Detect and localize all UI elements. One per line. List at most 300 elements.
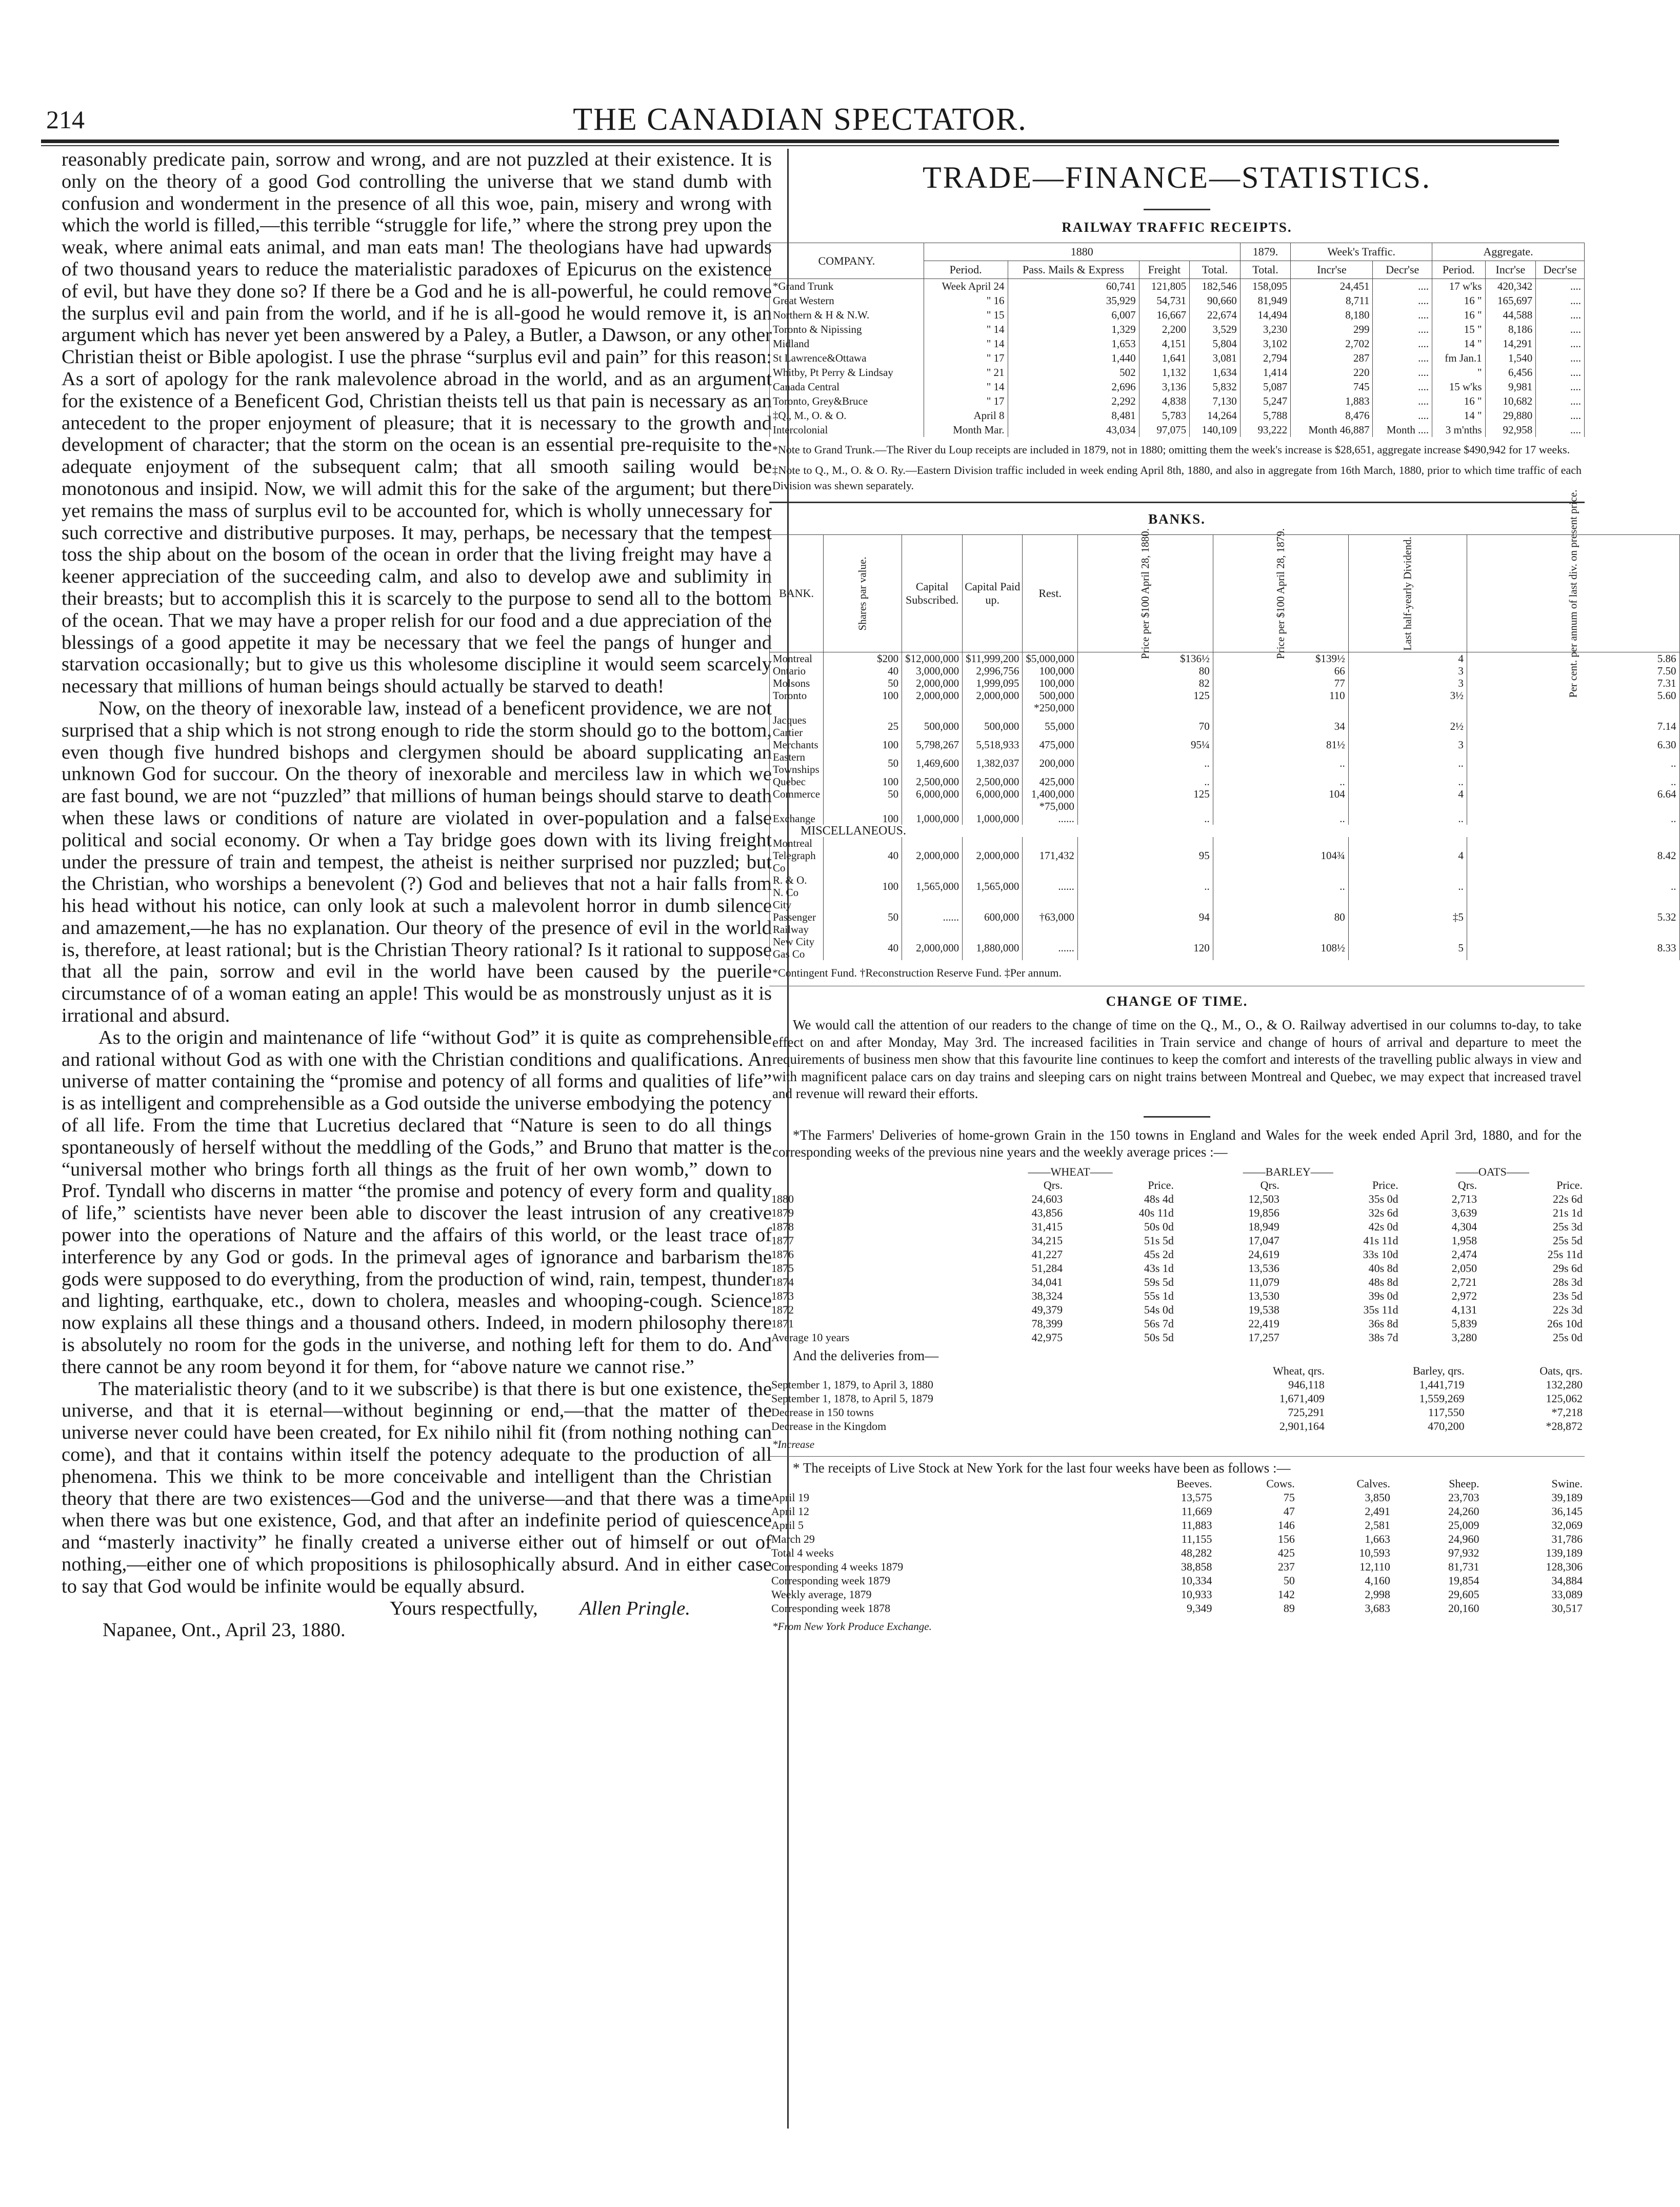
livestock-total-row-cell: Corresponding 4 weeks 1879 (771, 1560, 904, 1573)
rail-col-head: Total. (1190, 261, 1241, 279)
livestock-row-cell: 11,669 (1181, 1504, 1212, 1518)
rule (1144, 1116, 1210, 1118)
bank-row-cell: 5,518,933 (963, 739, 1023, 751)
rail-row-cell: 43,034 (1008, 423, 1139, 437)
bank-row (770, 714, 1680, 739)
grain-row-cell: 25s 5d (1552, 1234, 1583, 1247)
deliveries-row-cell: 125,062 (1546, 1392, 1583, 1405)
bank-row-cell (1467, 800, 1679, 812)
rail-row-cell: 502 (1008, 365, 1139, 380)
bank-row-cell: 100,000 (1023, 677, 1078, 689)
railway-title: RAILWAY TRAFFIC RECEIPTS. (1062, 220, 1292, 235)
rail-row-cell: .... (1536, 322, 1585, 336)
grain-average-row (769, 1330, 1585, 1344)
bank-row-cell: $12,000,000 (902, 652, 963, 665)
rail-row-cell: 5,832 (1190, 380, 1241, 394)
rail-row-cell: 5,804 (1190, 336, 1241, 351)
livestock-source: *From New York Produce Exchange. (772, 1620, 932, 1633)
misc-row-cell: 120 (1077, 936, 1213, 960)
rail-row-cell: .... (1373, 365, 1432, 380)
rail-row-cell: 15 " (1432, 322, 1486, 336)
rail-row-cell: .... (1536, 365, 1585, 380)
rail-head-company: COMPANY. (770, 243, 924, 279)
grain-row-cell: 22s 6d (1552, 1192, 1583, 1205)
change-of-time-title: CHANGE OF TIME. (1106, 993, 1248, 1009)
bank-row-cell: 100 (824, 689, 902, 702)
grain-row-cell: 2,972 (1451, 1289, 1477, 1302)
rail-col-head: Total. (1240, 261, 1291, 279)
rail-row (770, 336, 1585, 351)
bank-row-cell: 4 (1348, 652, 1467, 665)
livestock-row-cell: 156 (1277, 1532, 1295, 1545)
livestock-total-row-cell: 89 (1283, 1601, 1295, 1615)
rail-row-cell: 3,230 (1240, 322, 1291, 336)
livestock-row (769, 1532, 1585, 1546)
rail-row-cell: 16 " (1432, 293, 1486, 308)
bank-row-cell: 2,000,000 (902, 689, 963, 702)
livestock-total-row (769, 1587, 1585, 1601)
grain-row-cell: 25s 11d (1547, 1247, 1583, 1261)
rail-row-cell: 6,007 (1008, 308, 1139, 322)
bank-row-cell (902, 800, 963, 812)
rail-row-cell: 97,075 (1139, 423, 1190, 437)
rail-row-cell: .... (1373, 394, 1432, 408)
bank-row (770, 800, 1680, 812)
livestock-total-row-cell: 3,683 (1365, 1601, 1390, 1615)
bank-row-cell: 2,500,000 (963, 776, 1023, 788)
deliveries-row-cell: 1,671,409 (1279, 1392, 1325, 1405)
livestock-row (769, 1490, 1585, 1504)
grain-row-cell: 1876 (771, 1247, 794, 1261)
misc-row-cell: New City Gas Co (770, 936, 824, 960)
bank-row-cell: 95¼ (1077, 739, 1213, 751)
rail-row-cell: 4,838 (1139, 394, 1190, 408)
bank-col-head: Rest. (1023, 535, 1078, 652)
bank-row-cell: 6,000,000 (963, 788, 1023, 800)
grain-row-cell: 43s 1d (1144, 1261, 1174, 1275)
grain-row-cell: 54s 0d (1144, 1303, 1174, 1316)
bank-row-cell: .. (1077, 776, 1213, 788)
bank-col-head (1348, 535, 1467, 652)
rail-row-cell: 90,660 (1190, 293, 1241, 308)
grain-row (769, 1234, 1585, 1247)
rail-row-cell: 3,102 (1240, 336, 1291, 351)
livestock-total-row-cell: 128,306 (1546, 1560, 1583, 1573)
grain-row-cell: 1,958 (1451, 1234, 1477, 1247)
bank-row (770, 788, 1680, 800)
bank-row (770, 739, 1680, 751)
livestock-total-row-cell: 33,089 (1551, 1587, 1583, 1601)
grain-row-cell: 40s 8d (1368, 1261, 1398, 1275)
rail-row (770, 394, 1585, 408)
letter-paragraph: As to the origin and maintenance of life “without God” it is quite as comprehensible and rational without God as with one with the Christian conditions and qualifications. An universe of matter containing the “promise and potency of all forms and qualities of life” is as intelligent and comprehensible as a God outside the universe embodying the potency of all life. From the time that Lucretius declared that “Nature is seen to do all things spontaneously of herself without the meddling of the Gods,” and Bruno that matter is the “universal mother who brings forth all things as the fruit of her own womb,” down to Prof. Tyndall who discerns in matter “the promise and potency of every form and quality of life,” scientists have never been able to discover the least intrusion of any creative power into the operations of Nature and the affairs of this world, or the least trace of interference by any God or gods. In the primeval ages of ignorance and barbarism the gods were supposed to do everything, from the production of wind, rain, tempest, thunder and lighting, earthquake, etc., down to cholera, measles and whooping-cough. Science now explains all these things and a thousand others. Indeed, in modern philosophy there is absolutely no room for the gods in the universe, and nothing left for them to do. And there cannot be any room beyond it for them, for “above nature we cannot rise.” (62, 1026, 772, 1378)
grain-row-cell: 32s 6d (1368, 1206, 1398, 1219)
livestock-row-cell: 11,883 (1181, 1518, 1212, 1532)
grain-row-cell: 35s 0d (1368, 1192, 1398, 1205)
misc-row (770, 874, 1680, 899)
grain-row-cell: 1880 (771, 1192, 794, 1205)
livestock-row-cell: 47 (1283, 1504, 1295, 1518)
decrease-row-cell: 2,901,164 (1279, 1420, 1325, 1433)
rail-row (770, 380, 1585, 394)
banks-head-row (770, 535, 1680, 652)
grain-subcol: Price. (1556, 1178, 1583, 1191)
grain-row-cell: 2,050 (1451, 1261, 1477, 1275)
rail-row-cell: .... (1536, 279, 1585, 294)
bank-row-cell: $200 (824, 652, 902, 665)
misc-row-cell: 2,000,000 (902, 936, 963, 960)
grain-row-cell: 19,856 (1248, 1206, 1279, 1219)
bank-row-cell: $11,999,200 (963, 652, 1023, 665)
rail-col-head: Period. (924, 261, 1008, 279)
banks-footnote: *Contingent Fund. †Reconstruction Reserve Fund. ‡Per annum. (772, 966, 1062, 979)
decrease-row-cell: Decrease in the Kingdom (771, 1420, 887, 1433)
rail-row-cell: .... (1536, 423, 1585, 437)
bank-row-cell: 1,469,600 (902, 751, 963, 776)
deliveries-row-cell: September 1, 1878, to April 5, 1879 (771, 1392, 933, 1405)
rail-row (770, 279, 1585, 294)
rail-row-cell: .... (1373, 293, 1432, 308)
rail-row-cell: .... (1373, 336, 1432, 351)
banks-table (769, 489, 1680, 960)
rail-row-cell: Month 46,887 (1291, 423, 1373, 437)
grain-row-cell: 36s 8d (1368, 1317, 1398, 1330)
header-rule-thin (41, 145, 1559, 146)
bank-row-cell: 7.14 (1467, 714, 1679, 739)
livestock-total-row-cell: 10,933 (1181, 1587, 1212, 1601)
livestock-head-row (769, 1477, 1585, 1490)
rail-row-cell: April 8 (924, 408, 1008, 423)
rail-row-cell: " 14 (924, 380, 1008, 394)
bank-row-cell: 1,400,000 (1023, 788, 1078, 800)
rail-row-cell: 16,667 (1139, 308, 1190, 322)
bank-row-cell: $5,000,000 (1023, 652, 1078, 665)
rail-row-cell: 4,151 (1139, 336, 1190, 351)
rail-col-head: Incr'se (1485, 261, 1536, 279)
bank-row-cell (1213, 702, 1348, 714)
grain-row-cell: 5,839 (1451, 1317, 1477, 1330)
rail-row-cell: *Grand Trunk (770, 279, 924, 294)
page-header (46, 102, 1554, 137)
bank-row-cell: 66 (1213, 665, 1348, 677)
bank-row-cell (963, 702, 1023, 714)
grain-average-cell: 17,257 (1248, 1330, 1279, 1344)
bank-row-cell: Commerce (770, 788, 824, 800)
grain-row-cell: 4,131 (1451, 1303, 1477, 1316)
livestock-row-cell: 2,581 (1365, 1518, 1390, 1532)
rail-row-cell: 5,783 (1139, 408, 1190, 423)
rail-row (770, 351, 1585, 365)
bank-row-cell: 100 (824, 812, 902, 825)
place-date: Napanee, Ont., April 23, 1880. (103, 1619, 346, 1641)
bank-row-cell: 40 (824, 665, 902, 677)
rail-row-cell: .... (1373, 351, 1432, 365)
rail-row-cell: .... (1536, 380, 1585, 394)
misc-row-cell: †63,000 (1023, 899, 1078, 936)
bank-row-cell: 100 (824, 776, 902, 788)
livestock-col: Calves. (1356, 1477, 1390, 1490)
livestock-row-cell: April 12 (771, 1504, 809, 1518)
rail-row-cell: 92,958 (1485, 423, 1536, 437)
rail-row-cell: Canada Central (770, 380, 924, 394)
bank-row-cell: Toronto (770, 689, 824, 702)
bank-row-cell: 3,000,000 (902, 665, 963, 677)
rail-row (770, 293, 1585, 308)
grain-row-cell: 1878 (771, 1220, 794, 1233)
rail-row-cell: 1,634 (1190, 365, 1241, 380)
misc-row-cell: .. (1348, 874, 1467, 899)
grain-row-cell: 51,284 (1031, 1261, 1063, 1275)
rail-row-cell: 3 m'nths (1432, 423, 1486, 437)
decrease-row-cell: *28,872 (1546, 1420, 1583, 1433)
livestock-row-cell: 75 (1283, 1490, 1295, 1504)
bank-row-cell: 2,500,000 (902, 776, 963, 788)
rail-body (770, 279, 1585, 438)
misc-row-cell: 100 (824, 874, 902, 899)
letter-paragraph: reasonably predicate pain, sorrow and wrong, and are not puzzled at their existence. It is only on the theory of a good God controlling the universe that we stand dumb with confusion and wonderment in the presence of all this woe, pain, misery and wrong with which the world is filled,—this terrible “struggle for life,” where the strong prey upon the weak, where animal eats animal, and man eats man! The theologians have had upwards of two thousand years to reduce the materialistic paradoxes of Epicurus on the existence of evil, but have they done so? If there be a God and he is all-powerful, he could remove the surplus evil and pain from the world, and if he is all-good he would remove it, is an argument which has never yet been answered by a Paley, a Butler, a Dawson, or any other Christian theist or Bible apologist. I use the phrase “surplus evil and pain” for this reason: As a sort of apology for the rank malevolence abroad in the world, and as an argument for the existence of a Beneficent God, Christian theists tell us that pain is necessary as an antecedent to the proper enjoyment of pleasure; that it is necessary to the growth and development of character; that the storm on the ocean is an essential pre-requisite to the adequate enjoyment of the subsequent calm; that all smooth sailing would be monotonous and insipid. Now, we will admit this for the sake of the argument; but there yet remains the mass of surplus evil to be accounted for, which is wholly unnecessary for such corrective and distributive purposes. It may, perhaps, be necessary that the tempest toss the ship about on the bosom of the ocean in order that the living freight may have a keener appreciation of the succeeding calm, and also to develop awe and sublimity in their breasts; but to accomplish this it is scarcely to the purpose to send all to the bottom of the ocean. That we may have a proper relish for our food and a due appreciation of the blessings of a good appetite it may be necessary that we feel the pangs of hunger and starvation occasionally; but to give us this wholesome discipline it would seem scarcely necessary that millions of human beings should actually be starved to death! (62, 149, 772, 698)
rail-row (770, 408, 1585, 423)
rail-row-cell: 2,702 (1291, 336, 1373, 351)
increase-note: *Increase (772, 1438, 815, 1450)
misc-row-cell: 600,000 (963, 899, 1023, 936)
livestock-total-row-cell: 2,998 (1365, 1587, 1390, 1601)
rail-row-cell: 8,476 (1291, 408, 1373, 423)
rail-head-1879: 1879. (1240, 243, 1291, 261)
grain-average-cell: Average 10 years (771, 1330, 850, 1344)
railway-table (769, 243, 1585, 437)
letter-column (62, 149, 772, 1641)
grain-row-cell: 59s 5d (1144, 1275, 1174, 1288)
rail-row-cell: Week April 24 (924, 279, 1008, 294)
bank-row-cell: 3 (1348, 739, 1467, 751)
grand-trunk-note: *Note to Grand Trunk.—The River du Loup receipts are included in 1879, not in 1880; omitting them the week's increase is $28,651, aggregate increase $490,942 for 17 weeks. (772, 443, 1570, 456)
rail-row-cell: 16 " (1432, 394, 1486, 408)
bank-row-cell: .. (1077, 812, 1213, 825)
grain-row-cell: 26s 10d (1547, 1317, 1583, 1330)
bank-row-cell: 3 (1348, 677, 1467, 689)
bank-row-cell: 70 (1077, 714, 1213, 739)
rail-row-cell: 1,883 (1291, 394, 1373, 408)
grain-row-cell: 18,949 (1248, 1220, 1279, 1233)
livestock-total-row (769, 1574, 1585, 1587)
rail-row-cell: .... (1373, 408, 1432, 423)
rail-row-cell: 5,087 (1240, 380, 1291, 394)
livestock-row-cell: 1,663 (1365, 1532, 1390, 1545)
livestock-total-row-cell: 38,858 (1181, 1560, 1212, 1573)
rail-row-cell: " 15 (924, 308, 1008, 322)
misc-row-cell: 171,432 (1023, 837, 1078, 874)
banks-body (770, 652, 1680, 961)
livestock-total-row-cell: Weekly average, 1879 (771, 1587, 872, 1601)
livestock-total-row-cell: 81,731 (1448, 1560, 1479, 1573)
bank-row-cell: 2,000,000 (963, 689, 1023, 702)
rail-row-cell: 9,981 (1485, 380, 1536, 394)
rail-head-1880: 1880 (924, 243, 1240, 261)
rail-row-cell: 1,132 (1139, 365, 1190, 380)
grain-row-cell: 2,721 (1451, 1275, 1477, 1288)
grain-row-cell: 1873 (771, 1289, 794, 1302)
livestock-row-cell: 32,069 (1551, 1518, 1583, 1532)
bank-row (770, 751, 1680, 776)
misc-row-cell: 50 (824, 899, 902, 936)
livestock-row-cell: 25,009 (1448, 1518, 1479, 1532)
bank-col-head: Capital Paid up. (963, 535, 1023, 652)
grain-average-cell: 50s 5d (1144, 1330, 1174, 1344)
bank-row-cell (1077, 800, 1213, 812)
grain-row-cell: 13,536 (1248, 1261, 1279, 1275)
rail-row-cell: 220 (1291, 365, 1373, 380)
grain-row-cell: 21s 1d (1552, 1206, 1583, 1219)
rail-row-cell: 14,494 (1240, 308, 1291, 322)
livestock-col-blank (769, 1477, 1114, 1490)
misc-row (770, 899, 1680, 936)
rail-col-head: Decr'se (1536, 261, 1585, 279)
bank-col-label: Per cent. per annum of last div. on present price. (1567, 489, 1579, 698)
misc-row-cell: Montreal Telegraph Co (770, 837, 824, 874)
rail-row-cell: 24,451 (1291, 279, 1373, 294)
rail-row-cell: " 17 (924, 394, 1008, 408)
deliveries-body (769, 1378, 1585, 1433)
livestock-total-row (769, 1546, 1585, 1560)
bank-row-cell: .. (1348, 812, 1467, 825)
bank-row-cell: 5,798,267 (902, 739, 963, 751)
misc-row-cell: City Passenger Railway (770, 899, 824, 936)
grain-row-cell: 1874 (771, 1275, 794, 1288)
livestock-row-cell: 3,850 (1365, 1490, 1390, 1504)
rail-row-cell: Month Mar. (924, 423, 1008, 437)
deliveries-col-blank (769, 1364, 1187, 1378)
bank-row-cell: 2,996,756 (963, 665, 1023, 677)
misc-row (770, 936, 1680, 960)
bank-row-cell: 500,000 (902, 714, 963, 739)
bank-row-cell: 6.64 (1467, 788, 1679, 800)
statistics-column (769, 149, 1676, 1638)
bank-row-cell: *250,000 (1023, 702, 1078, 714)
grain-row-cell: 48s 8d (1368, 1275, 1398, 1288)
livestock-row-cell: 146 (1277, 1518, 1295, 1532)
grain-row-cell: 25s 3d (1552, 1220, 1583, 1233)
livestock-row-cell: 2,491 (1365, 1504, 1390, 1518)
rail-row-cell: 1,440 (1008, 351, 1139, 365)
grain-row-cell: 34,041 (1031, 1275, 1063, 1288)
rail-row-cell: 299 (1291, 322, 1373, 336)
decrease-row-cell: Decrease in 150 towns (771, 1406, 874, 1419)
rail-row-cell: 2,696 (1008, 380, 1139, 394)
grain-row-cell: 38,324 (1031, 1289, 1063, 1302)
grain-row-cell: 43,856 (1031, 1206, 1063, 1219)
rail-row-cell: .... (1373, 380, 1432, 394)
rail-row-cell: 14,264 (1190, 408, 1241, 423)
rail-row-cell: 8,481 (1008, 408, 1139, 423)
decrease-row (769, 1405, 1585, 1419)
bank-row-cell: 6,000,000 (902, 788, 963, 800)
rail-row-cell: Toronto, Grey&Bruce (770, 394, 924, 408)
bank-row-cell: ...... (1023, 812, 1078, 825)
bank-row-cell: 50 (824, 788, 902, 800)
qmoo-note: ‡Note to Q., M., O. & O. Ry.—Eastern Division traffic included in week ending April 8th, 1880, and also in aggregate from 16th March, 1880, prior to which time traffic of each Division was shewn separately. (772, 464, 1582, 492)
section-title: TRADE—FINANCE—STATISTICS. (923, 161, 1431, 194)
grain-row-cell: 1879 (771, 1206, 794, 1219)
grain-group-oats: ——OATS—— (1455, 1165, 1529, 1178)
grain-row-cell: 31,415 (1031, 1220, 1063, 1233)
livestock-row-cell: 23,703 (1448, 1490, 1479, 1504)
decrease-row (769, 1419, 1585, 1433)
bank-row-cell: 5.60 (1467, 689, 1679, 702)
livestock-intro: * The receipts of Live Stock at New York for the last four weeks have been as follows :— (793, 1460, 1291, 1476)
bank-row-cell: 82 (1077, 677, 1213, 689)
rail-row-cell: 14,291 (1485, 336, 1536, 351)
rail-row-cell: 3,136 (1139, 380, 1190, 394)
grain-row-cell: 51s 5d (1144, 1234, 1174, 1247)
grain-row-cell: 2,713 (1451, 1192, 1477, 1205)
deliveries-row-cell: 946,118 (1288, 1378, 1325, 1391)
bank-row-cell: 6.30 (1467, 739, 1679, 751)
grain-row-cell: 22,419 (1248, 1317, 1279, 1330)
rail-row-cell: " 14 (924, 322, 1008, 336)
grain-row-cell: 1872 (771, 1303, 794, 1316)
rail-row-cell: 54,731 (1139, 293, 1190, 308)
bank-row-cell: Merchants (770, 739, 824, 751)
rail-row-cell: " 16 (924, 293, 1008, 308)
bank-row-cell: 34 (1213, 714, 1348, 739)
bank-col-label: Price per $100 April 28, 1879. (1274, 528, 1287, 659)
grain-row-cell: 24,619 (1248, 1247, 1279, 1261)
grain-average-cell: 42,975 (1031, 1330, 1063, 1344)
grain-table (769, 1165, 1585, 1344)
bank-row-cell: 104 (1213, 788, 1348, 800)
rail-row-cell: 3,081 (1190, 351, 1241, 365)
grain-subcol: Price. (1148, 1178, 1174, 1191)
grain-row-cell: 2,474 (1451, 1247, 1477, 1261)
livestock-row-cell: April 19 (771, 1490, 809, 1504)
rail-head-aggregate: Aggregate. (1432, 243, 1585, 261)
livestock-col: Swine. (1551, 1477, 1583, 1490)
misc-row-cell: 40 (824, 837, 902, 874)
livestock-total-row-cell: 12,110 (1359, 1560, 1390, 1573)
deliveries-row (769, 1378, 1585, 1391)
rail-row-cell: 14 " (1432, 336, 1486, 351)
deliveries-row-cell: 1,441,719 (1419, 1378, 1465, 1391)
grain-row (769, 1261, 1585, 1275)
letter-paragraph: Now, on the theory of inexorable law, instead of a beneficent providence, we are not surprised that a ship which is not strong enough to ride the storm should go to the bottom, even though five hundred bishops and clergymen should be aboard supplicating an unknown God for succour. On the theory of inexorable and merciless law in which we are fast bound, we are not “puzzled” that millions of human beings should starve to death when these laws or conditions of nature are violated in over-population and a false political and social economy. Or when a Tay bridge goes down with its living freight under the pressure of train and tempest, the atheist is neither surprised nor puzzled; but the Christian, who worships a benevolent (?) God and believes that not a hair falls from his head without his notice, can only look at such a malevolent horror in dumb silence and amazement,—he has no explanation. Our theory of the presence of evil in the world is, therefore, at least rational; but is the Christian Theory rational? Is it rational to suppose that all the pain, sorrow and evil in the world have been caused by the puerile circumstance of of a woman eating an apple! This would be as monstrously unjust as it is irrational and absurd. (62, 697, 772, 1027)
bank-row-cell: 1,382,037 (963, 751, 1023, 776)
bank-row-cell: .. (1348, 776, 1467, 788)
misc-row-cell: 40 (824, 936, 902, 960)
bank-col-head: BANK. (770, 535, 824, 652)
bank-row-cell: Quebec (770, 776, 824, 788)
rail-row-cell: 6,456 (1485, 365, 1536, 380)
misc-row-cell: 1,565,000 (963, 874, 1023, 899)
misc-row-cell: 2,000,000 (963, 837, 1023, 874)
livestock-row-cell: 11,155 (1181, 1532, 1212, 1545)
misc-label: MISCELLANEOUS. (770, 825, 1680, 837)
livestock-row-cell: 31,786 (1551, 1532, 1583, 1545)
rail-row-cell: .... (1373, 308, 1432, 322)
misc-row-cell: 108½ (1213, 936, 1348, 960)
rail-row-cell: 8,180 (1291, 308, 1373, 322)
signature-row (62, 1598, 772, 1619)
rail-row-cell: .... (1536, 408, 1585, 423)
livestock-total-row-cell: Corresponding week 1878 (771, 1601, 891, 1615)
grain-row-cell: 4,304 (1451, 1220, 1477, 1233)
bank-row (770, 665, 1680, 677)
rail-row-cell: 3,529 (1190, 322, 1241, 336)
deliveries-col: Barley, qrs. (1413, 1364, 1465, 1377)
deliveries-row-cell: 132,280 (1546, 1378, 1583, 1391)
bank-row-cell: 100 (824, 739, 902, 751)
rail-row-cell: 10,682 (1485, 394, 1536, 408)
grain-intro: *The Farmers' Deliveries of home-grown Grain in the 150 towns in England and Wales for the week ended April 3rd, 1880, and for the corresponding weeks of the previous nine years and the weekly average prices :— (772, 1127, 1582, 1160)
